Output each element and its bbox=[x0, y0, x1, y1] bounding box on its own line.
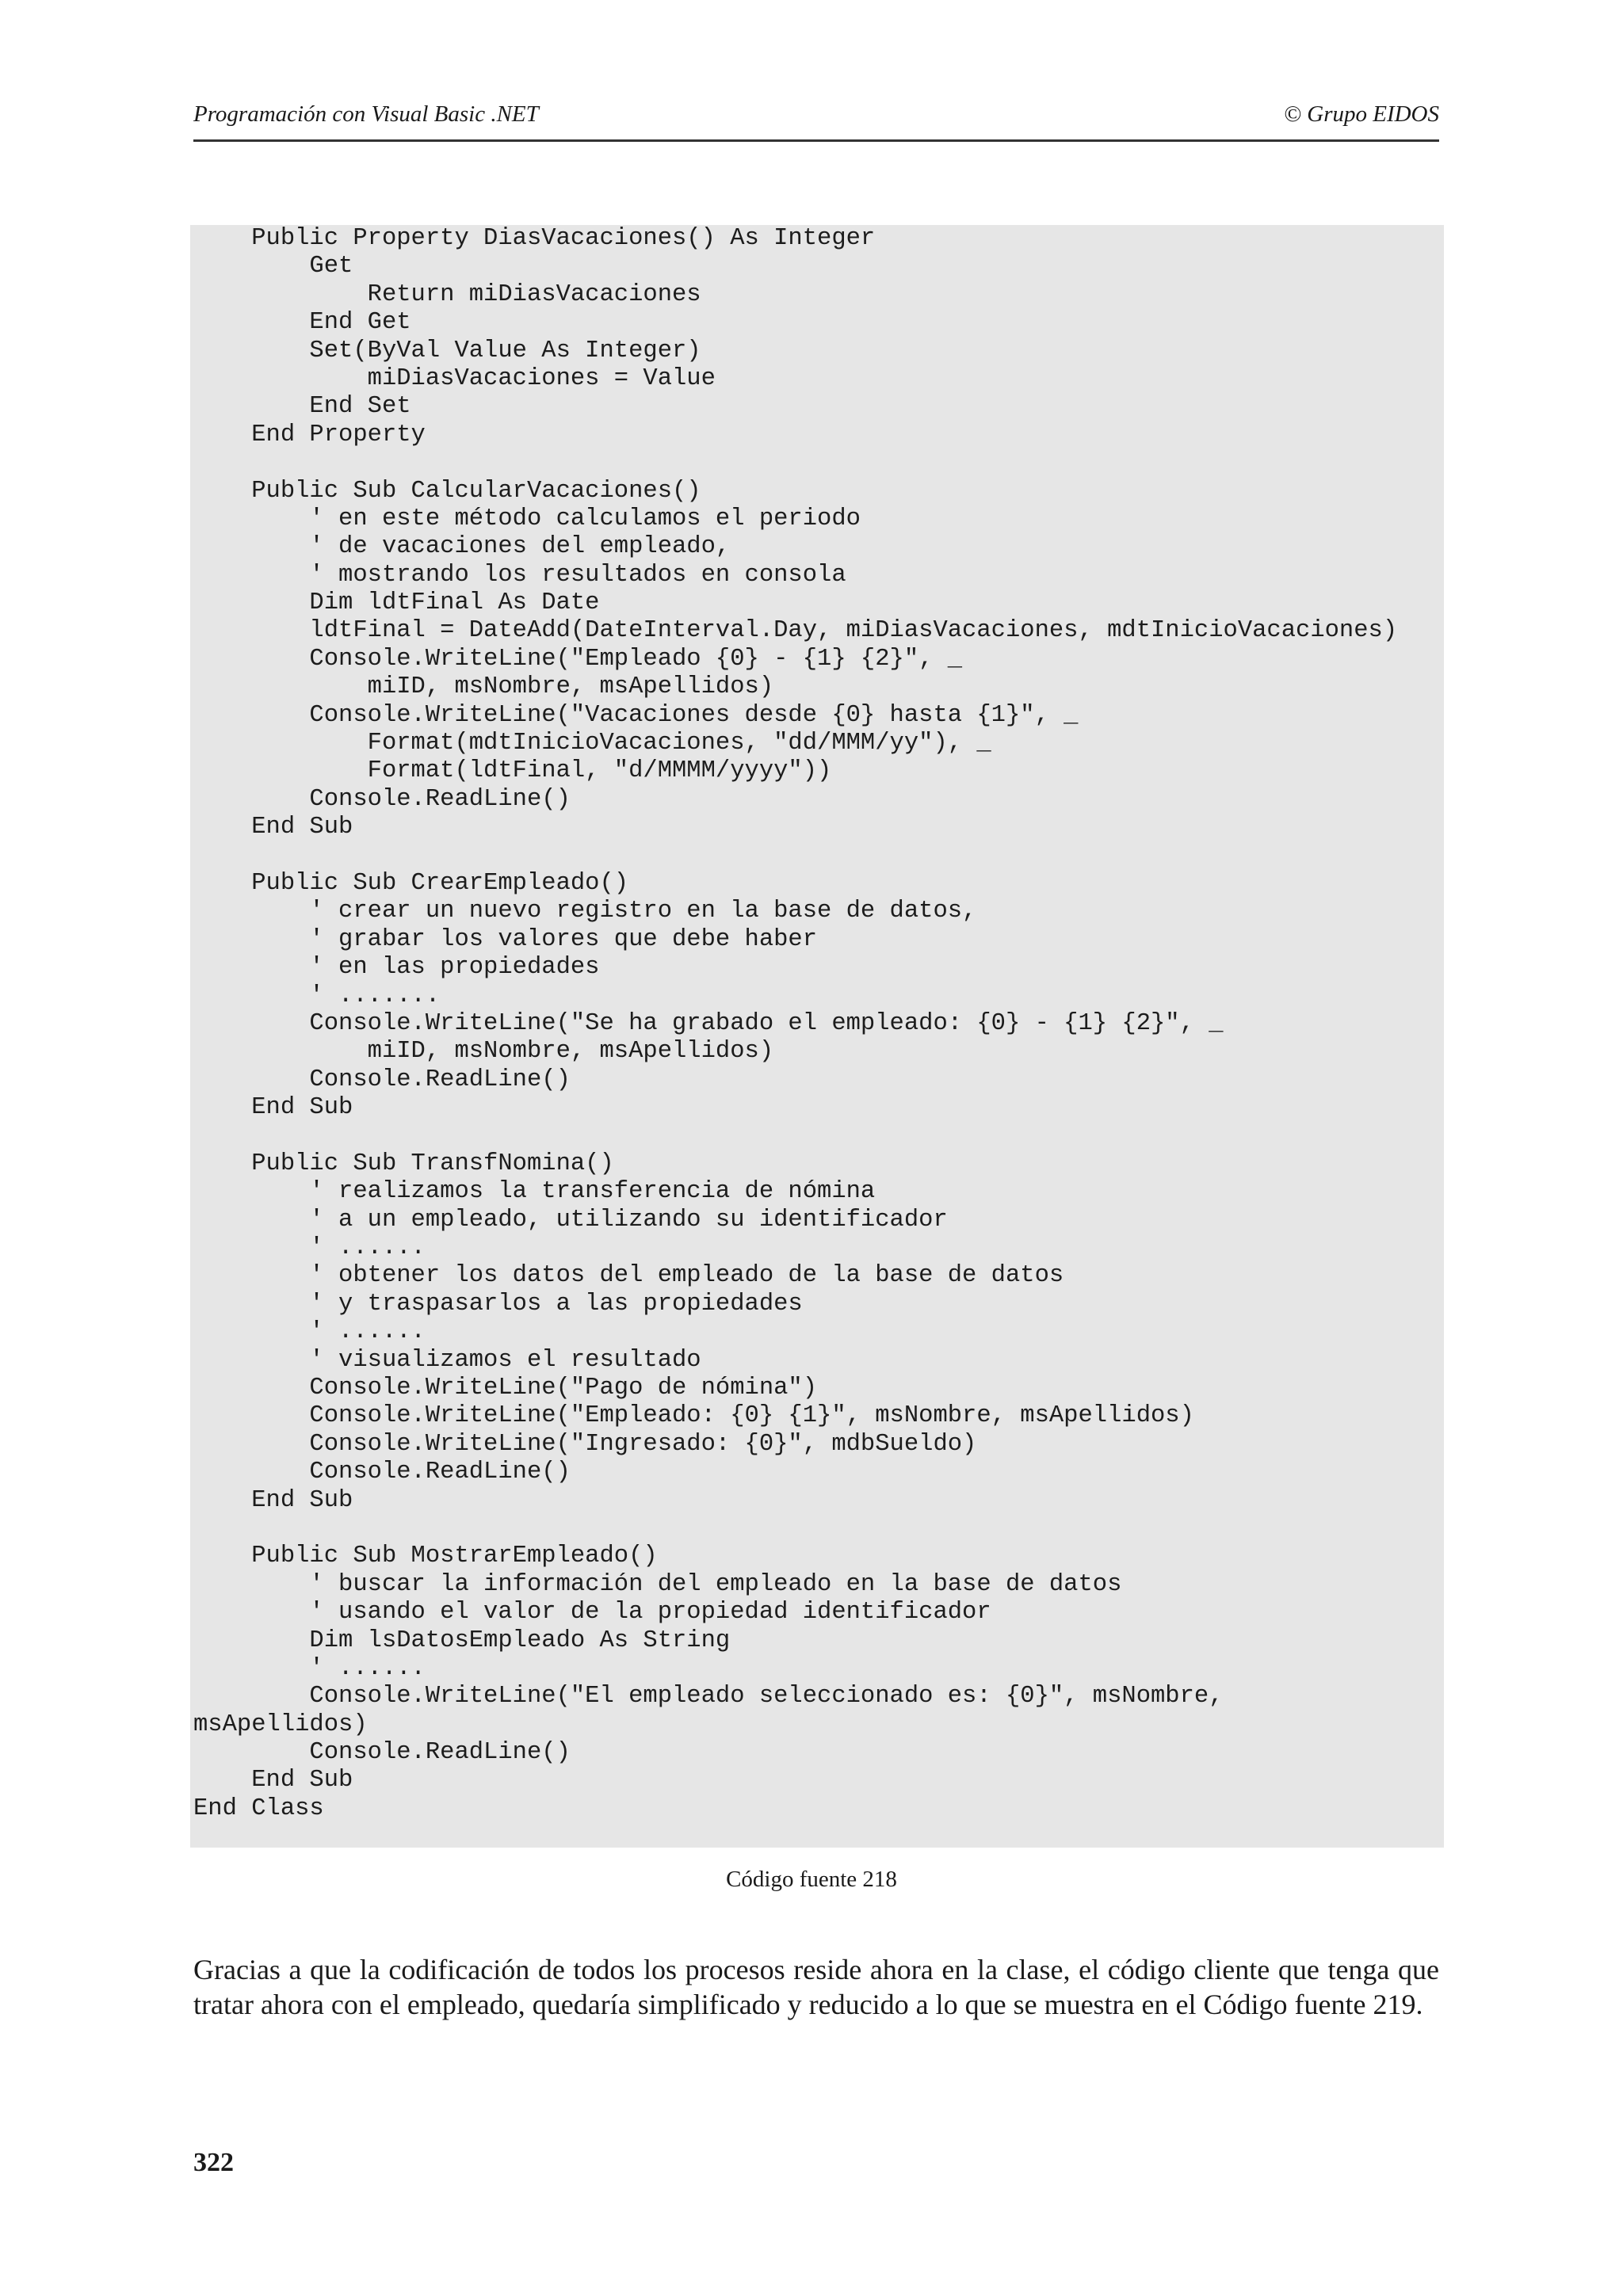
code-line: Get bbox=[193, 253, 353, 280]
code-listing bbox=[190, 225, 1444, 1848]
code-line: End Sub bbox=[193, 1767, 353, 1794]
code-line: Console.ReadLine() bbox=[193, 1739, 571, 1767]
code-line: Console.WriteLine("El empleado seleccionado es: {0}", msNombre, bbox=[193, 1683, 1224, 1711]
code-line: ' en las propiedades bbox=[193, 954, 600, 982]
code-line: ' ...... bbox=[193, 1234, 426, 1262]
publisher-name: © Grupo EIDOS bbox=[1283, 101, 1439, 127]
code-line: Format(mdtInicioVacaciones, "dd/MMM/yy"), _ bbox=[193, 730, 991, 757]
code-caption: Código fuente 218 bbox=[726, 1867, 897, 1892]
code-line: msApellidos) bbox=[193, 1711, 368, 1738]
code-line bbox=[193, 842, 1397, 870]
code-line: End Sub bbox=[193, 1486, 353, 1514]
code-line: Public Sub CalcularVacaciones() bbox=[193, 477, 701, 505]
code-line: End Sub bbox=[193, 1094, 353, 1122]
code-line: End Sub bbox=[193, 814, 353, 841]
code-line bbox=[193, 1123, 1397, 1150]
code-line: ldtFinal = DateAdd(DateInterval.Day, miDiasVacaciones, mdtInicioVacaciones) bbox=[193, 617, 1398, 645]
code-line: End Get bbox=[193, 309, 411, 337]
code-line: Public Sub MostrarEmpleado() bbox=[193, 1543, 658, 1570]
page-header bbox=[193, 93, 1439, 142]
code-line: ' ....... bbox=[193, 982, 441, 1009]
code-line: miID, msNombre, msApellidos) bbox=[193, 673, 774, 701]
body-paragraph: Gracias a que la codificación de todos los procesos reside ahora en la clase, el código cliente que tenga que tratar ahora con el empleado, quedaría simplificado y reducido a lo que se muestra en el Código fuente 219. bbox=[193, 1954, 1439, 2020]
code-line: ' en este método calculamos el periodo bbox=[193, 505, 861, 532]
code-line: miDiasVacaciones = Value bbox=[193, 364, 716, 392]
code-line: ' y traspasarlos a las propiedades bbox=[193, 1290, 803, 1318]
code-line: End Set bbox=[193, 393, 411, 421]
page-number: 322 bbox=[193, 2148, 234, 2177]
code-line: Console.WriteLine("Ingresado: {0}", mdbSueldo) bbox=[193, 1430, 977, 1458]
code-line: Public Sub TransfNomina() bbox=[193, 1150, 614, 1177]
code-line: Console.WriteLine("Pago de nómina") bbox=[193, 1375, 818, 1402]
code-line: Return miDiasVacaciones bbox=[193, 280, 701, 308]
code-line: ' de vacaciones del empleado, bbox=[193, 533, 731, 561]
code-line: End Class bbox=[193, 1794, 324, 1822]
code-line: Public Property DiasVacaciones() As Integer bbox=[193, 225, 876, 252]
code-line: Console.WriteLine("Se ha grabado el empleado: {0} - {1} {2}", _ bbox=[193, 1009, 1224, 1037]
code-line: ' obtener los datos del empleado de la base de datos bbox=[193, 1262, 1064, 1290]
code-line: Console.ReadLine() bbox=[193, 1066, 571, 1093]
code-line: Console.ReadLine() bbox=[193, 1459, 571, 1486]
code-line: ' buscar la información del empleado en la base de datos bbox=[193, 1570, 1122, 1598]
code-line: ' ...... bbox=[193, 1654, 426, 1682]
code-line bbox=[193, 449, 1397, 477]
code-line: Dim lsDatosEmpleado As String bbox=[193, 1627, 731, 1654]
code-line: ' a un empleado, utilizando su identificador bbox=[193, 1206, 948, 1234]
code-line: Console.WriteLine("Vacaciones desde {0} hasta {1}", _ bbox=[193, 701, 1079, 729]
code-line: Public Sub CrearEmpleado() bbox=[193, 869, 629, 897]
code-line: ' mostrando los resultados en consola bbox=[193, 561, 846, 589]
code-line: Format(ldtFinal, "d/MMMM/yyyy")) bbox=[193, 757, 832, 785]
code-line: Set(ByVal Value As Integer) bbox=[193, 337, 701, 364]
code-line: miID, msNombre, msApellidos) bbox=[193, 1038, 774, 1066]
code-lines bbox=[193, 225, 1397, 1823]
code-line: ' visualizamos el resultado bbox=[193, 1346, 701, 1374]
code-line: ' usando el valor de la propiedad identificador bbox=[193, 1599, 991, 1627]
code-line bbox=[193, 1515, 1397, 1543]
code-line: ' grabar los valores que debe haber bbox=[193, 925, 818, 953]
code-line: End Property bbox=[193, 421, 426, 448]
code-line: ' ...... bbox=[193, 1318, 426, 1346]
code-line: Dim ldtFinal As Date bbox=[193, 589, 600, 617]
code-line: ' realizamos la transferencia de nómina bbox=[193, 1178, 876, 1206]
book-title: Programación con Visual Basic .NET bbox=[193, 101, 539, 127]
code-line: Console.WriteLine("Empleado {0} - {1} {2}", _ bbox=[193, 645, 963, 673]
code-line: ' crear un nuevo registro en la base de datos, bbox=[193, 898, 977, 925]
code-line: Console.WriteLine("Empleado: {0} {1}", msNombre, msApellidos) bbox=[193, 1402, 1194, 1430]
code-line: Console.ReadLine() bbox=[193, 785, 571, 813]
